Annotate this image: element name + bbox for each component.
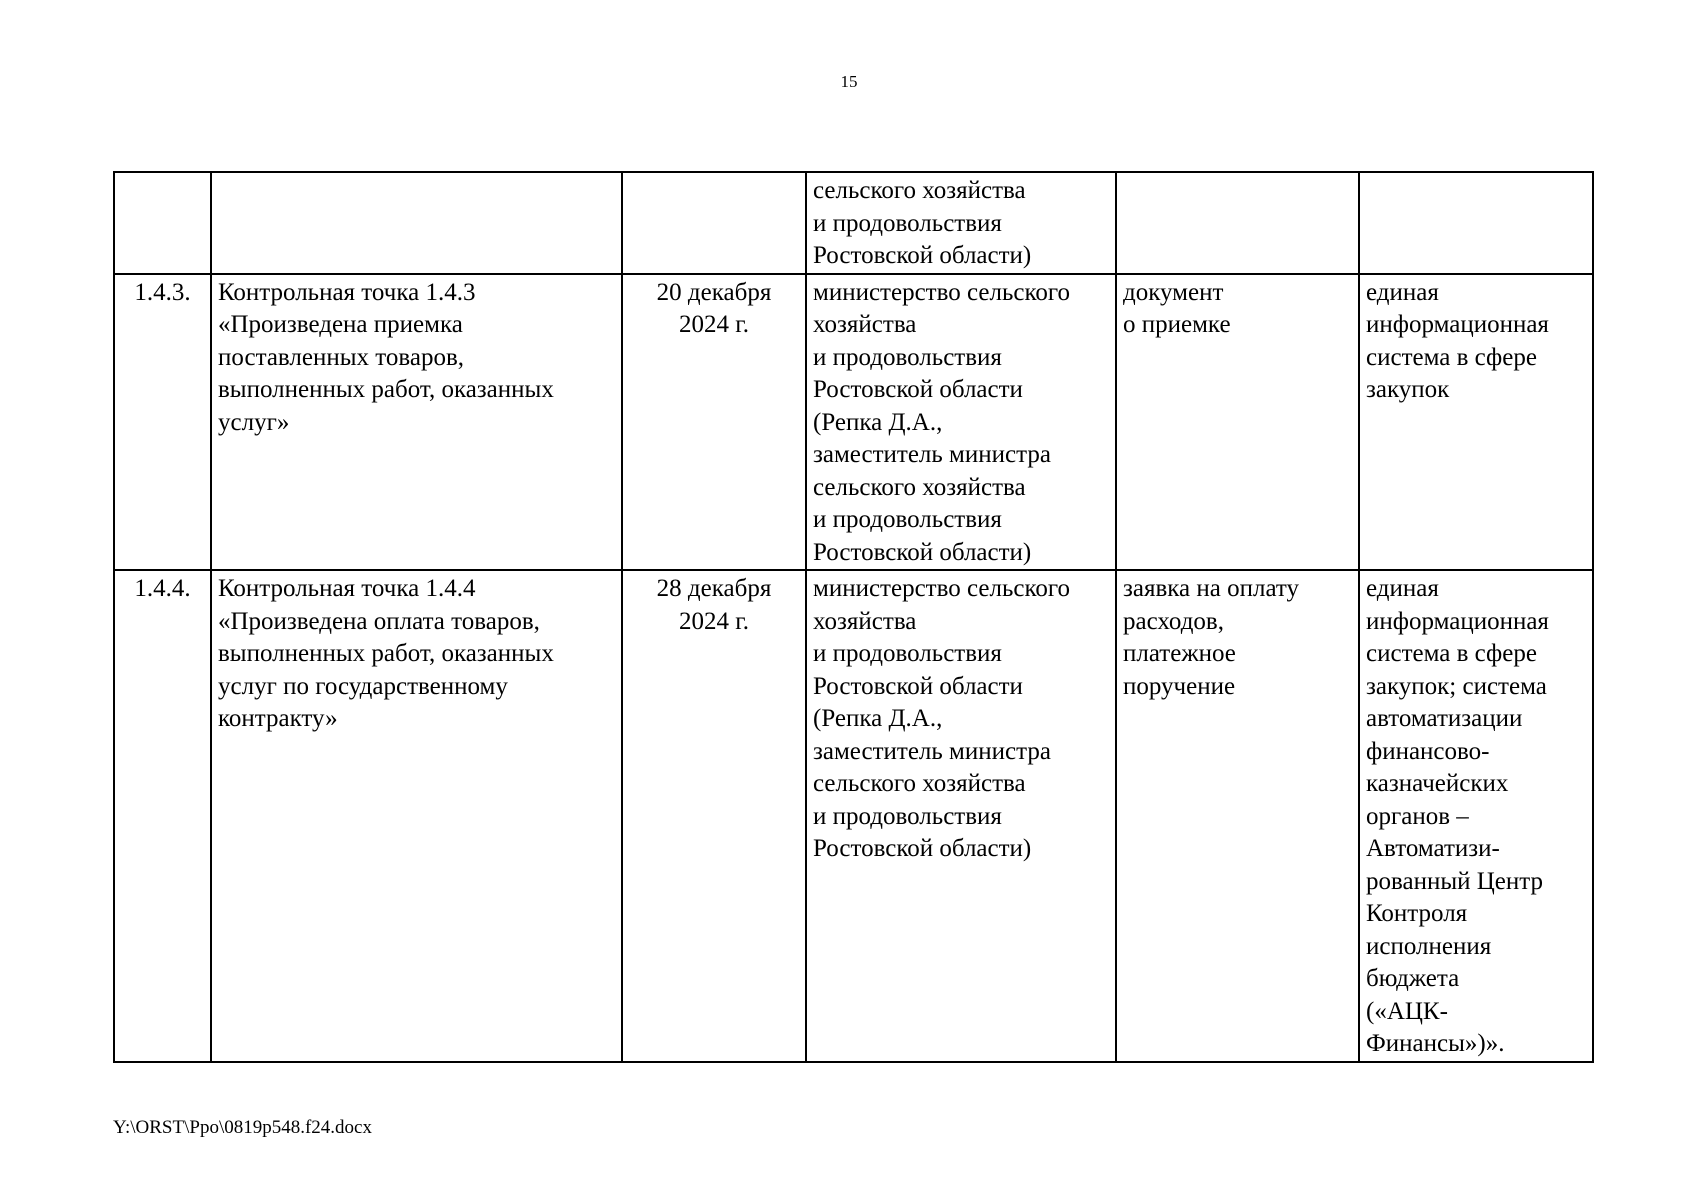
cell-line: и продовольствия bbox=[813, 343, 1002, 371]
cell-line: закупок; система bbox=[1366, 672, 1547, 700]
cell-line: Ростовской области bbox=[813, 672, 1023, 700]
cell-line: бюджета bbox=[1366, 965, 1460, 992]
control-points-table bbox=[113, 171, 1594, 1063]
cell-line: финансово- bbox=[1366, 737, 1490, 765]
cell-line: сельского хозяйства bbox=[813, 473, 1026, 501]
cell-line: Контрольная точка 1.4.3 bbox=[218, 278, 476, 306]
date-cell bbox=[622, 172, 806, 274]
cell-line: 2024 г. bbox=[679, 607, 749, 635]
control-point-cell bbox=[211, 570, 622, 1062]
cell-line: и продовольствия bbox=[813, 506, 1002, 533]
cell-line: Контрольная точка 1.4.4 bbox=[218, 575, 476, 602]
info-system-cell bbox=[1359, 274, 1593, 571]
cell-line: система в сфере bbox=[1366, 343, 1537, 371]
control-point-cell bbox=[211, 172, 622, 274]
cell-line: «Произведена оплата товаров, bbox=[218, 607, 540, 635]
cell-line: заместитель министра bbox=[813, 737, 1051, 765]
document-cell bbox=[1116, 570, 1359, 1062]
responsible-cell bbox=[806, 172, 1116, 274]
cell-line: 20 декабря bbox=[656, 278, 772, 306]
cell-line: закупок bbox=[1366, 376, 1450, 403]
cell-line: и продовольствия bbox=[813, 640, 1002, 667]
cell-line: заявка на оплату bbox=[1123, 575, 1300, 602]
cell-line: сельского хозяйства bbox=[813, 177, 1026, 204]
cell-line: министерство сельского bbox=[813, 278, 1070, 306]
cell-line: и продовольствия bbox=[813, 209, 1002, 237]
cell-line: Ростовской области) bbox=[813, 835, 1032, 862]
cell-line: выполненных работ, оказанных bbox=[218, 376, 554, 403]
cell-line: органов – bbox=[1366, 802, 1469, 830]
cell-line: услуг» bbox=[218, 408, 290, 436]
document-cell bbox=[1116, 274, 1359, 571]
cell-line: сельского хозяйства bbox=[813, 770, 1026, 797]
table-row bbox=[114, 274, 1593, 571]
cell-line: министерство сельского bbox=[813, 575, 1070, 602]
info-system-cell bbox=[1359, 172, 1593, 274]
cell-line: поставленных товаров, bbox=[218, 343, 464, 371]
table-row bbox=[114, 570, 1593, 1062]
row-number-cell: 1.4.3. bbox=[114, 274, 211, 571]
cell-line: 2024 г. bbox=[679, 311, 749, 338]
file-path: Y:\ORST\Ppo\0819p548.f24.docx bbox=[113, 1117, 372, 1138]
cell-line: Ростовской области bbox=[813, 376, 1023, 403]
cell-line: Контроля bbox=[1366, 900, 1468, 927]
row-number-cell: 1.4.4. bbox=[114, 570, 211, 1062]
control-point-cell bbox=[211, 274, 622, 571]
cell-line: единая bbox=[1366, 278, 1439, 306]
document-cell bbox=[1116, 172, 1359, 274]
cell-line: хозяйства bbox=[813, 311, 917, 338]
info-system-cell bbox=[1359, 570, 1593, 1062]
cell-line: Ростовской области) bbox=[813, 242, 1032, 269]
cell-line: документ bbox=[1123, 278, 1224, 306]
cell-line: «Произведена приемка bbox=[218, 311, 463, 338]
page-number: 15 bbox=[840, 72, 858, 91]
cell-line: о приемке bbox=[1123, 311, 1231, 338]
date-cell bbox=[622, 570, 806, 1062]
responsible-cell bbox=[806, 570, 1116, 1062]
cell-line: единая bbox=[1366, 575, 1439, 602]
cell-line: услуг по государственному bbox=[218, 672, 508, 700]
cell-line: хозяйства bbox=[813, 607, 917, 635]
cell-line: информационная bbox=[1366, 311, 1549, 338]
cell-line: платежное bbox=[1123, 640, 1236, 667]
cell-line: (Репка Д.А., bbox=[813, 705, 943, 732]
cell-line: выполненных работ, оказанных bbox=[218, 640, 554, 667]
cell-line: Автоматизи- bbox=[1366, 835, 1500, 862]
table-row bbox=[114, 172, 1593, 274]
cell-line: (Репка Д.А., bbox=[813, 408, 943, 436]
cell-line: заместитель министра bbox=[813, 441, 1051, 468]
cell-line: исполнения bbox=[1366, 932, 1492, 960]
cell-line: поручение bbox=[1123, 672, 1236, 700]
cell-line: информационная bbox=[1366, 607, 1549, 635]
cell-line: казначейских bbox=[1366, 770, 1509, 797]
cell-line: контракту» bbox=[218, 705, 338, 732]
cell-line: рованный Центр bbox=[1366, 867, 1544, 895]
row-number-cell bbox=[114, 172, 211, 274]
date-cell bbox=[622, 274, 806, 571]
cell-line: 28 декабря bbox=[656, 575, 772, 602]
cell-line: Финансы»)». bbox=[1366, 1030, 1505, 1057]
cell-line: автоматизации bbox=[1366, 705, 1523, 732]
cell-line: («АЦК- bbox=[1366, 997, 1448, 1025]
cell-line: Ростовской области) bbox=[813, 538, 1032, 566]
cell-line: система в сфере bbox=[1366, 640, 1537, 667]
cell-line: расходов, bbox=[1123, 607, 1224, 635]
cell-line: и продовольствия bbox=[813, 802, 1002, 830]
responsible-cell bbox=[806, 274, 1116, 571]
